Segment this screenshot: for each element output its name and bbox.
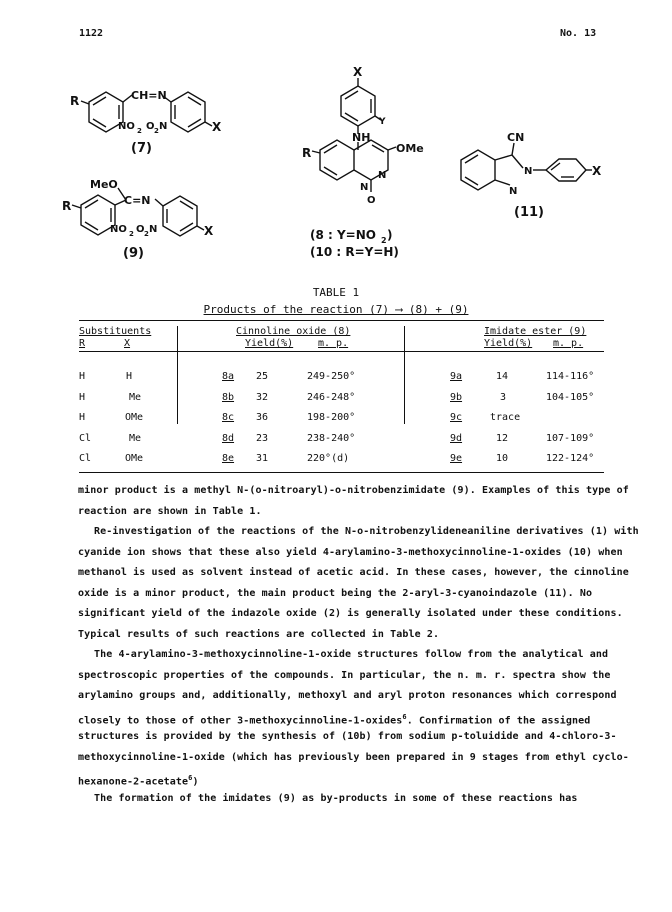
s8-o-label: O [367,195,376,206]
row-5-imidate-yield: 10 [496,453,509,464]
s9-r-label: R [62,199,72,213]
svg-text:2: 2 [381,236,387,245]
header-r: R [79,338,86,349]
row-3-r: H [79,412,86,423]
s7-r-label: R [70,94,80,108]
row-4-cinnoline-yield: 23 [256,433,269,444]
s9-n-right: N [149,224,158,235]
row-2-imidate-id: 9b [450,392,463,403]
row-4-x: Me [129,433,142,444]
header-imidate-yield: Yield(%) [484,338,533,349]
row-5-x: OMe [125,453,144,464]
row-3-cinnoline-id: 8c [222,412,235,423]
reference-superscript: 6 [402,712,407,721]
row-2-cinnoline-mp: 246-248° [307,392,356,403]
s11-n-label-b: N [509,186,518,197]
text-line: arylamino groups and, additionally, methoxyl and aryl proton resonances which correspond [78,690,617,701]
s9-x-label: X [204,224,214,238]
row-2-imidate-mp: 104-105° [546,392,595,403]
s9-linker-label: C=N [124,194,151,207]
text-line: reaction are shown in Table 1. [78,505,262,517]
s11-x-label: X [592,164,602,178]
header-x: X [124,338,131,349]
row-5-imidate-id: 9e [450,453,463,464]
s8-nh-label: NH [352,131,371,144]
s8-x-label: X [353,65,363,79]
header-imidate-mp: m. p. [553,338,584,349]
text-line: cyanide ion shows that these also yield 4-arylamino-3-methoxycinnoline-1-oxides (10) when [78,546,623,558]
text-line: structures is provided by the synthesis of (10b) from sodium p-toluidide and 4-chloro-3- [78,731,617,742]
svg-text:2: 2 [154,127,159,135]
svg-text:2: 2 [129,230,134,238]
row-1-x: H [126,371,133,382]
row-5-cinnoline-id: 8e [222,453,235,464]
table-caption: Products of the reaction (7) ⟶ (8) + (9) [203,303,469,316]
text-line: Typical results of such reactions are collected in Table 2. [78,628,440,640]
s7-no2-right: O [146,121,155,132]
row-3-x: OMe [125,412,144,423]
text-line: closely to those of other 3-methoxycinnoline-1-oxides$^6$. Confirmation of the assigned [78,712,591,726]
row-3-imidate-id: 9c [450,412,463,423]
s9-compound-label: (9) [123,246,144,261]
header-imidate-ester: Imidate ester (9) [484,326,587,337]
row-4-imidate-yield: 12 [496,433,509,444]
s7-compound-label: (7) [131,141,152,156]
row-4-r: Cl [79,433,92,444]
page-number: 1122 [79,28,104,39]
s7-no2-left: NO [118,121,135,132]
s9-no2-right: O [136,224,145,235]
s7-linker-label: CH=N [131,89,167,102]
header-cinnoline-mp: m. p. [318,338,349,349]
row-3-imidate-yield: trace [490,412,521,423]
text-line: methanol is used as solvent instead of acetic acid. In these cases, however, the cinnoline [78,567,629,578]
row-1-imidate-yield: 14 [496,371,509,382]
text-line: Re-investigation of the reactions of the N-o-nitrobenzylideneaniline derivatives (1) with [94,526,639,537]
s11-compound-label: (11) [514,205,544,220]
row-2-imidate-yield: 3 [500,392,507,403]
row-5-cinnoline-mp: 220°(d) [307,453,350,464]
header-cinnoline-oxide: Cinnoline oxide (8) [236,326,351,337]
text-line: The formation of the imidates (9) as by-products in some of these reactions has [94,792,578,804]
svg-text:2: 2 [144,230,149,238]
row-2-cinnoline-yield: 32 [256,392,269,403]
s8-r-label: R [302,146,312,160]
table-top-rule [79,320,604,321]
s8-n-label-b: N [360,182,369,193]
body-text [78,481,639,809]
table-divider-1 [177,326,178,424]
row-3-cinnoline-mp: 198-200° [307,412,356,423]
row-1-imidate-mp: 114-116° [546,371,595,382]
header-substituents: Substituents [79,326,152,337]
row-4-imidate-id: 9d [450,433,463,444]
s7-x-label: X [212,120,222,134]
text-line: minor product is a methyl N-(o-nitroaryl)-o-nitrobenzimidate (9). Examples of this type of [78,485,629,496]
s8-y-label: Y [379,117,386,127]
text-line: The 4-arylamino-3-methoxycinnoline-1-oxide structures follow from the analytical and [94,649,609,660]
text-line: methoxycinnoline-1-oxide (which has previously been prepared in 9 stages from ethyl cyclo- [78,751,629,763]
row-5-r: Cl [79,453,92,464]
row-1-r: H [79,371,86,382]
row-4-cinnoline-mp: 238-240° [307,433,356,444]
s8-n-label-a: N [378,170,387,181]
s8-compound-label: (8 : Y=NO [310,228,376,242]
svg-text:): ) [387,228,393,242]
row-1-cinnoline-mp: 249-250° [307,371,356,382]
header-cinnoline-yield: Yield(%) [245,338,294,349]
text-line: spectroscopic properties of the compounds. In particular, the n. m. r. spectra show the [78,669,611,681]
row-5-imidate-mp: 122-124° [546,453,595,464]
row-3-cinnoline-yield: 36 [256,412,269,423]
s9-no2-left: NO [110,224,127,235]
text-line: oxide is a minor product, the main product being the 2-aryl-3-cyanoindazole (11). No [78,587,593,599]
issue-number: No. 13 [560,28,597,39]
svg-text:2: 2 [137,127,142,135]
row-4-imidate-mp: 107-109° [546,433,595,444]
s7-n-right: N [159,121,168,132]
row-1-imidate-id: 9a [450,371,463,382]
row-2-r: H [79,392,86,403]
s8-ome-label: OMe [396,142,424,155]
s11-cn-label: CN [507,131,525,144]
text-line: hexanone-2-acetate$^6$) [78,774,199,788]
row-1-cinnoline-id: 8a [222,371,235,382]
chemical-structures-figure [0,0,672,300]
s10-compound-label: (10 : R=Y=H) [310,245,399,259]
s11-n-label-a: N [524,166,533,177]
reference-superscript: 6 [188,774,193,782]
row-5-cinnoline-yield: 31 [256,453,269,464]
table-bottom-rule [79,472,604,473]
row-2-cinnoline-id: 8b [222,392,235,403]
row-1-cinnoline-yield: 25 [256,371,269,382]
s9-meo-label: MeO [90,178,118,191]
table-header-rule [79,351,604,352]
table-title: TABLE 1 [312,286,360,299]
text-line: significant yield of the indazole oxide (2) is generally isolated under these conditions. [78,608,623,619]
table-divider-2 [404,326,405,424]
row-2-x: Me [129,392,142,403]
row-4-cinnoline-id: 8d [222,433,235,444]
